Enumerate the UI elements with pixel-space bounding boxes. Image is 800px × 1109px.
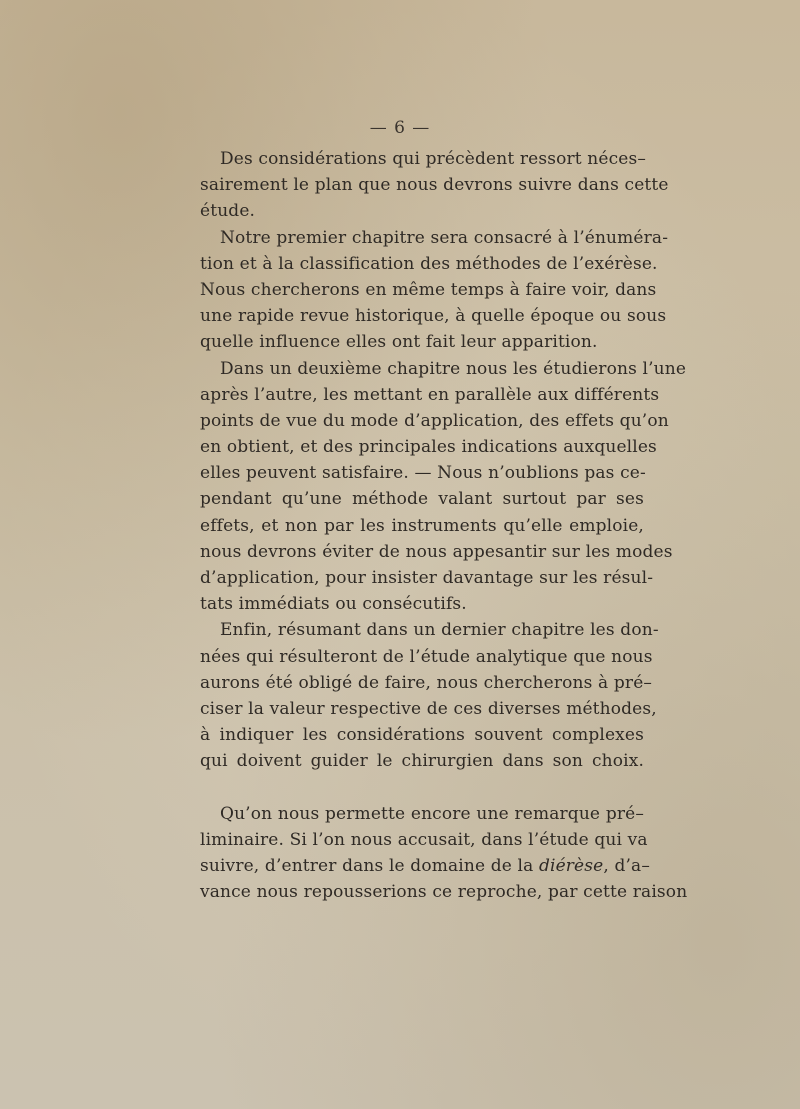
text-line: une rapide revue historique, à quelle époque ou sous [200,306,667,327]
text-line: quelle influence elles ont fait leur apparition. [200,332,598,353]
paragraph [200,146,669,225]
text-line: tion et à la classification des méthodes de l’exérèse. [200,253,658,274]
paragraph-gap [200,775,644,801]
text-line: Dans un deuxième chapitre nous les étudierons l’une [220,358,687,379]
text-line: nées qui résulteront de l’étude analytique que nous [200,646,653,667]
text-line: Enfin, résumant dans un dernier chapitre les don- [220,620,659,641]
text-line: liminaire. Si l’on nous accusait, dans l’étude qui va [200,829,648,850]
text-segment: suivre, d’entrer dans le domaine de la [200,855,539,876]
text-line: sairement le plan que nous devrons suivre dans cette [200,175,669,196]
text-line: Notre premier chapitre sera consacré à l’énuméra- [220,227,669,248]
text-line: étude. [200,201,256,222]
text-line: nous devrons éviter de nous appesantir sur les modes [200,541,673,562]
paragraph [200,225,669,356]
text-line: qui doivent guider le chirurgien dans son choix. [200,751,644,772]
body-text [200,146,688,905]
text-line: points de vue du mode d’application, des effets qu’on [200,410,669,431]
text-line: ciser la valeur respective de ces diverses méthodes, [200,698,657,719]
paragraph [200,801,688,906]
text-line: à indiquer les considérations souvent complexes [200,725,644,746]
text-line: Nous chercherons en même temps à faire voir, dans [200,279,657,300]
text-line [200,853,650,879]
text-line: aurons été obligé de faire, nous chercherons à pré– [200,672,653,693]
italic-word: diérèse [538,855,604,876]
text-line: tats immédiats ou consécutifs. [200,594,467,615]
text-line: Qu’on nous permette encore une remarque pré– [220,803,644,824]
paragraph [200,356,687,618]
text-line: pendant qu’une méthode valant surtout par ses [200,489,644,510]
page-number: — 6 — [369,118,431,138]
text-line: elles peuvent satisfaire. — Nous n’oublions pas ce- [200,463,646,484]
text-line: après l’autre, les mettant en parallèle aux différents [200,384,660,405]
text-line: vance nous repousserions ce reproche, par cette raison [200,882,688,903]
text-line: Des considérations qui précèdent ressort néces– [220,149,647,169]
paragraph [200,617,659,774]
text-segment: , d’a– [603,855,650,876]
text-line: effets, et non par les instruments qu’elle emploie, [200,515,644,536]
text-line: en obtient, et des principales indications auxquelles [200,437,657,458]
text-line: d’application, pour insister davantage sur les résul- [200,568,654,588]
